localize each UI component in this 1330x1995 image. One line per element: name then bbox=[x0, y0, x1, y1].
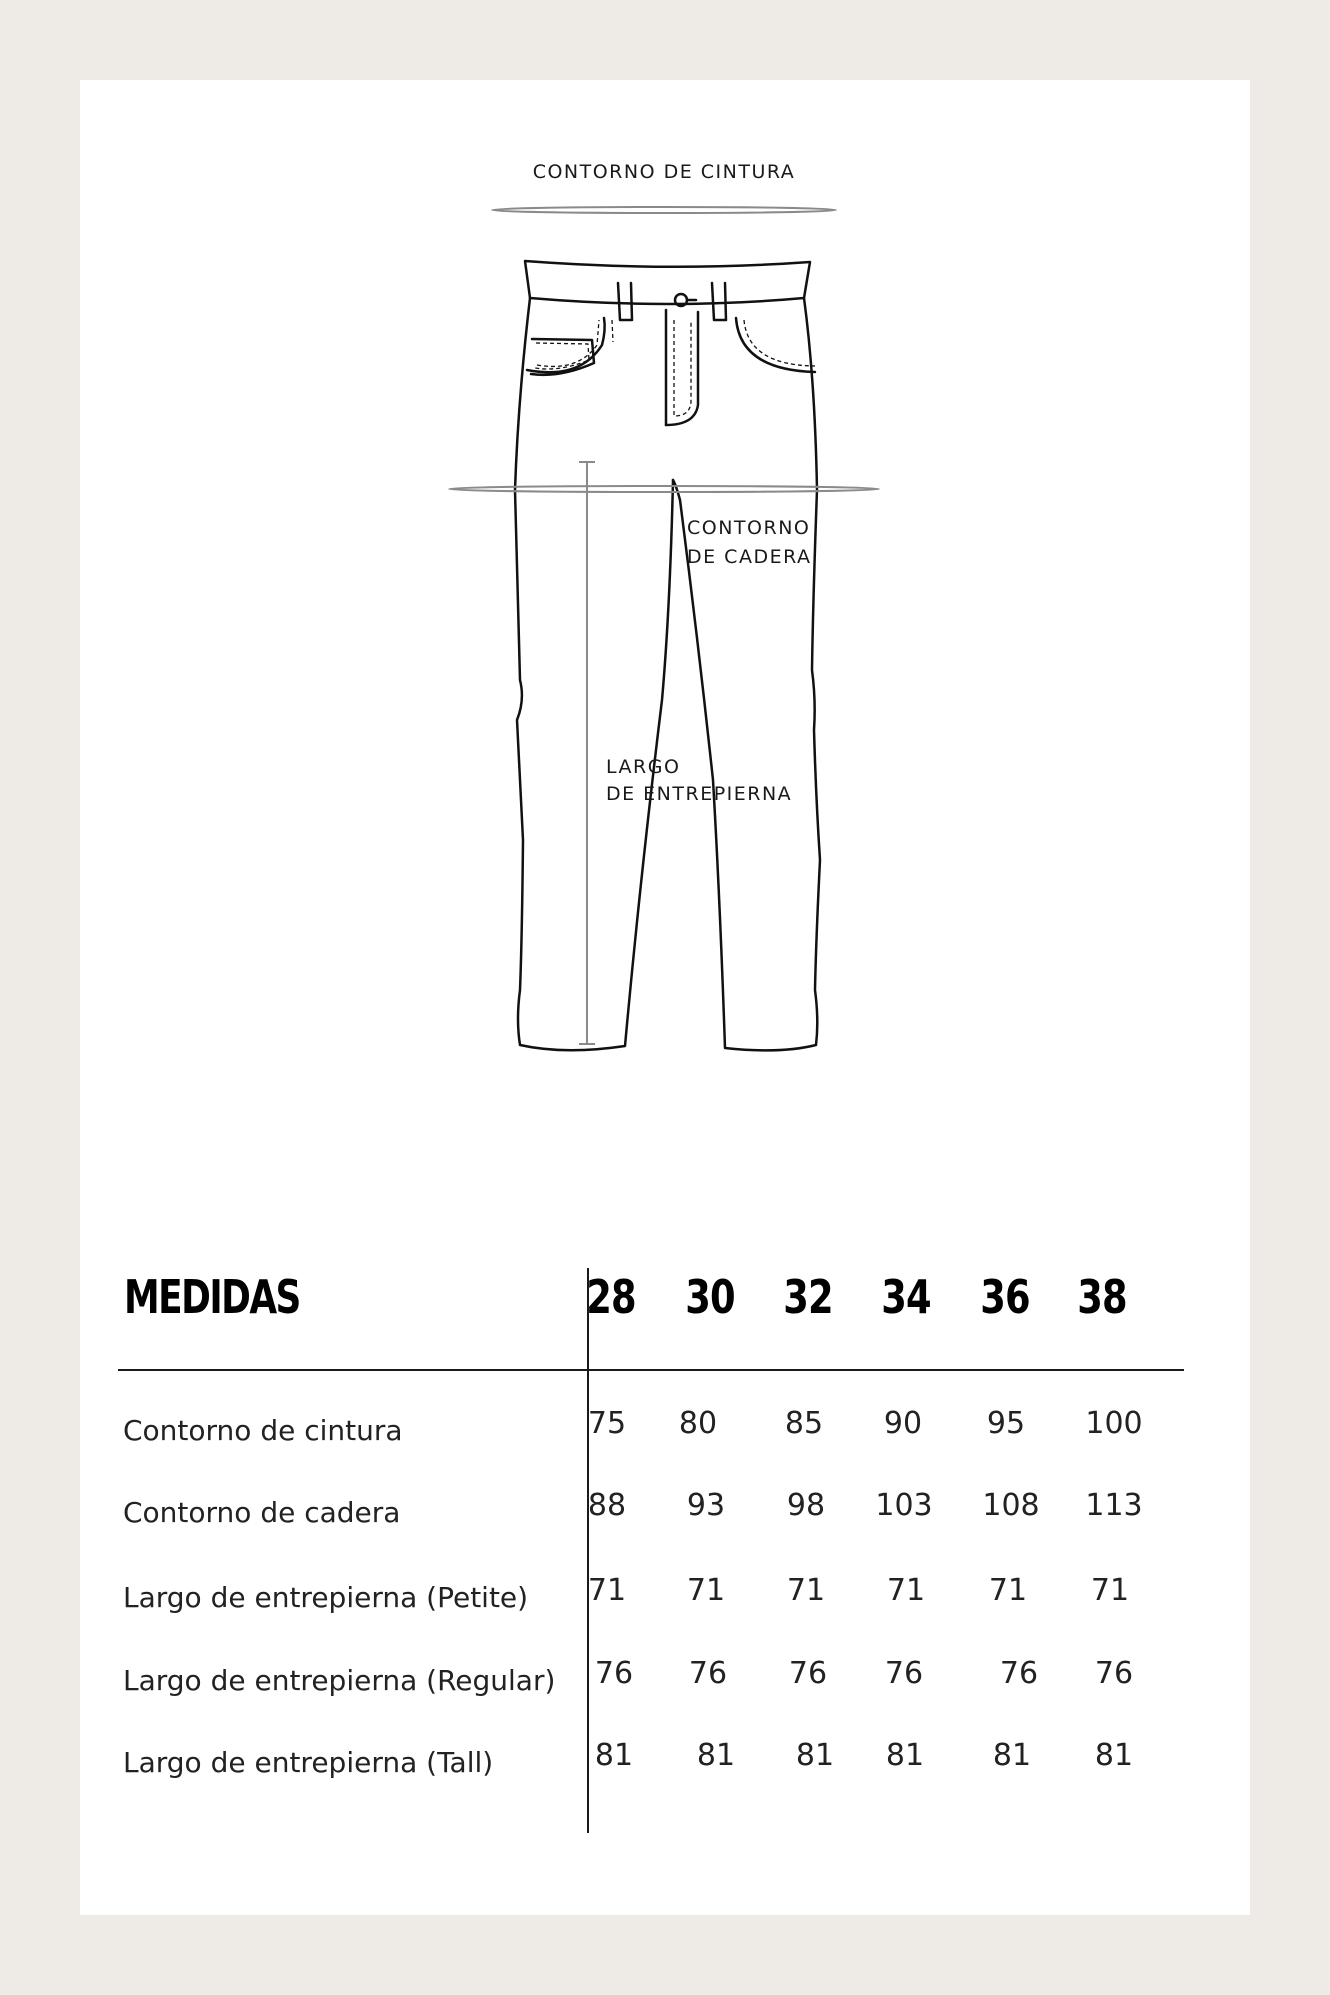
table-cell: 80 bbox=[678, 1406, 718, 1441]
row-label: Largo de entrepierna (Regular) bbox=[123, 1664, 556, 1697]
waist-measure-line bbox=[492, 207, 836, 213]
table-cell: 103 bbox=[875, 1488, 933, 1523]
hip-label-line1: CONTORNO bbox=[687, 517, 811, 539]
size-header-36: 36 bbox=[980, 1270, 1030, 1324]
jeans-diagram bbox=[80, 80, 1250, 1180]
row-label: Contorno de cintura bbox=[123, 1414, 403, 1447]
size-header-30: 30 bbox=[685, 1270, 735, 1324]
table-cell: 88 bbox=[587, 1488, 627, 1523]
table-cell: 76 bbox=[594, 1656, 634, 1691]
table-cell: 81 bbox=[885, 1738, 925, 1773]
table-cell: 76 bbox=[999, 1656, 1039, 1691]
table-cell: 81 bbox=[1094, 1738, 1134, 1773]
size-header-34: 34 bbox=[881, 1270, 931, 1324]
table-cell: 71 bbox=[886, 1573, 926, 1608]
jeans-outline-icon bbox=[515, 261, 820, 1050]
table-cell: 76 bbox=[1094, 1656, 1134, 1691]
table-cell: 81 bbox=[992, 1738, 1032, 1773]
inseam-label-line2: DE ENTREPIERNA bbox=[606, 783, 793, 805]
table-header-divider bbox=[118, 1369, 1184, 1371]
table-cell: 71 bbox=[786, 1573, 826, 1608]
table-cell: 76 bbox=[788, 1656, 828, 1691]
row-label: Contorno de cadera bbox=[123, 1496, 401, 1529]
table-cell: 75 bbox=[587, 1406, 627, 1441]
table-cell: 113 bbox=[1085, 1488, 1143, 1523]
table-cell: 98 bbox=[786, 1488, 826, 1523]
table-cell: 95 bbox=[986, 1406, 1026, 1441]
table-cell: 108 bbox=[982, 1488, 1040, 1523]
inseam-label-line1: LARGO bbox=[606, 756, 681, 778]
size-header-32: 32 bbox=[783, 1270, 833, 1324]
size-header-38: 38 bbox=[1077, 1270, 1127, 1324]
table-cell: 71 bbox=[1090, 1573, 1130, 1608]
table-cell: 81 bbox=[594, 1738, 634, 1773]
hip-label-line2: DE CADERA bbox=[687, 546, 812, 568]
table-cell: 90 bbox=[883, 1406, 923, 1441]
table-cell: 76 bbox=[688, 1656, 728, 1691]
row-label: Largo de entrepierna (Tall) bbox=[123, 1746, 494, 1779]
size-guide-card bbox=[80, 80, 1250, 1915]
table-cell: 71 bbox=[587, 1573, 627, 1608]
waist-label: CONTORNO DE CINTURA bbox=[532, 161, 796, 183]
table-cell: 81 bbox=[696, 1738, 736, 1773]
table-cell: 85 bbox=[784, 1406, 824, 1441]
row-label: Largo de entrepierna (Petite) bbox=[123, 1581, 529, 1614]
size-header-28: 28 bbox=[586, 1270, 636, 1324]
table-cell: 76 bbox=[884, 1656, 924, 1691]
table-cell: 71 bbox=[686, 1573, 726, 1608]
table-title: MEDIDAS bbox=[124, 1270, 300, 1324]
table-cell: 93 bbox=[686, 1488, 726, 1523]
table-cell: 81 bbox=[795, 1738, 835, 1773]
table-cell: 71 bbox=[988, 1573, 1028, 1608]
hip-measure-line bbox=[449, 486, 879, 492]
inseam-measure-line bbox=[579, 462, 595, 1044]
table-cell: 100 bbox=[1085, 1406, 1143, 1441]
